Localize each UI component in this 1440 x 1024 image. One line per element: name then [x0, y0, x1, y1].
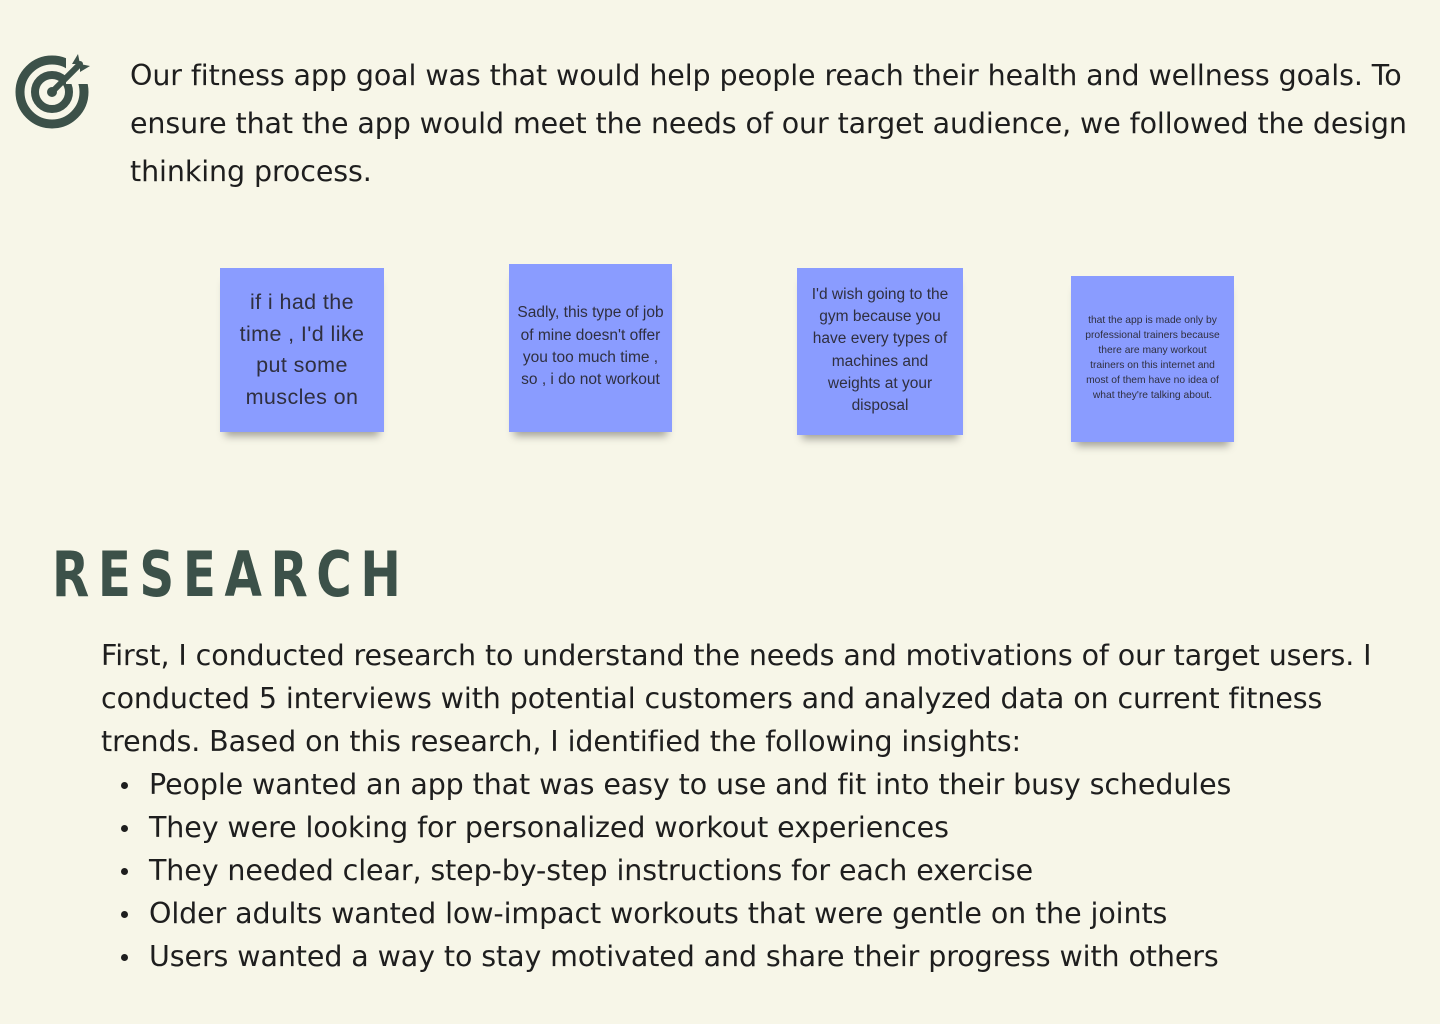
sticky-note-text: I'd wish going to the gym because you have every types of machines and weights at your disposal	[811, 285, 949, 415]
list-item: Users wanted a way to stay motivated and share their progress with others	[101, 935, 1411, 978]
sticky-note-text: that the app is made only by professional trainers because there are many workout trainers on this internet and most of them have no idea of what they're talking about.	[1085, 315, 1220, 401]
sticky-note	[797, 268, 963, 435]
sticky-note	[509, 264, 672, 432]
sticky-note	[1071, 276, 1234, 442]
sticky-note-text: if i had the time , I'd like put some muscles on	[239, 290, 365, 409]
list-item: People wanted an app that was easy to use and fit into their busy schedules	[101, 763, 1411, 806]
insights-list	[101, 763, 1411, 978]
research-heading: RESEARCH	[52, 538, 410, 611]
sticky-note	[220, 268, 384, 432]
sticky-note-text: Sadly, this type of job of mine doesn't offer you too much time , so , i do not workout	[517, 304, 664, 389]
research-section	[101, 634, 1411, 978]
list-item: They were looking for personalized workout experiences	[101, 806, 1411, 849]
research-paragraph: First, I conducted research to understand the needs and motivations of our target users. I conducted 5 interviews with potential customers and analyzed data on current fitness trends. Based on this research, I identified the following insights:	[101, 639, 1372, 758]
list-item: Older adults wanted low-impact workouts that were gentle on the joints	[101, 892, 1411, 935]
target-arrow-icon	[14, 50, 94, 130]
list-item: They needed clear, step-by-step instructions for each exercise	[101, 849, 1411, 892]
intro-section	[130, 52, 1410, 196]
intro-text: Our fitness app goal was that would help people reach their health and wellness goals. To ensure that the app would meet the needs of our target audience, we followed the design thinking process.	[130, 59, 1407, 188]
